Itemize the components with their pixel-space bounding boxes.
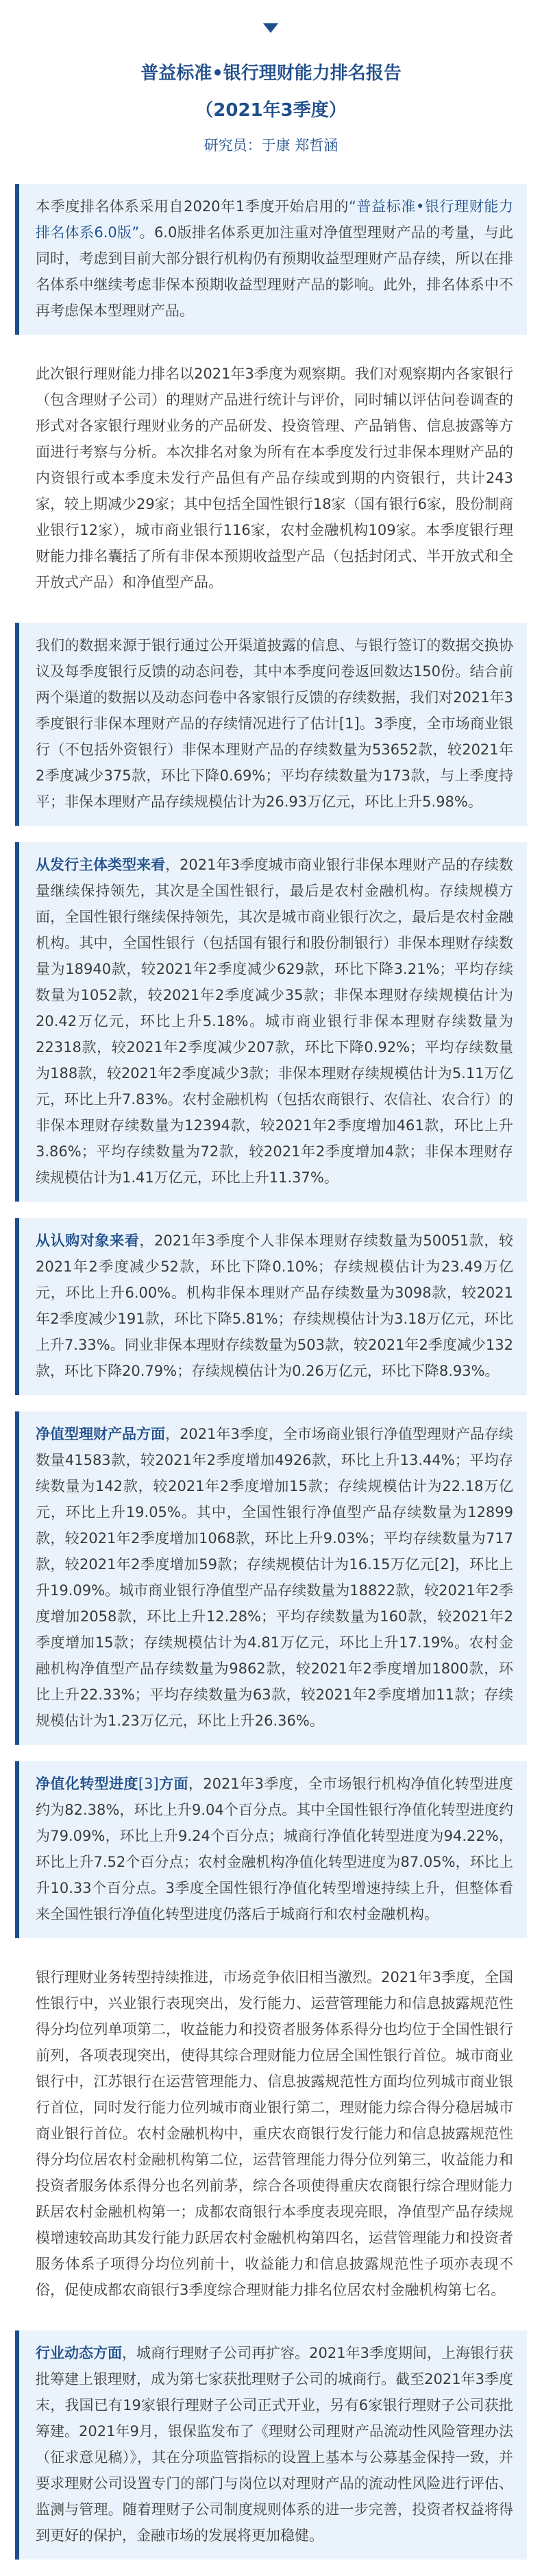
net-value-paragraph [15,1411,527,1745]
ranking-highlights-paragraph [15,1955,527,2314]
transition-progress-paragraph [15,1761,527,1938]
paragraph-lead: 从认购对象来看 [36,1232,140,1249]
issuer-type-paragraph [15,842,527,1202]
text: ，2021年3季度城市商业银行非保本理财产品的存续数量继续保持领先，其次是全国性银行，最后是农村金融机构。存续规模方面，全国性银行继续保持领先，其次是城市商业银行次之，最后是农村金融机构。其中，全国性银行（包括国有银行和股份制银行）非保本理财存续数量为18940款，较2021年2季度减少629款，环比下降3.21%；平均存续数量为1052款，较2021年2季度减少35款；非保本理财存续规模估计为20.42万亿元，环比上升5.18%。城市商业银行非保本理财存续数量为22318款，较2021年2季度减少207款，环比下降0.92%；平均存续数量为188款，较2021年2季度减少3款；非保本理财存续规模估计为5.11万亿元，环比上升7.83%。农村金融机构（包括农商银行、农信社、农合行）的非保本理财存续数量为12394款，较2021年2季度增加461款，环比上升3.86%；平均存续数量为72款，较2021年2季度增加4款；非保本理财存续规模估计为1.41万亿元，环比上升11.37%。 [36,857,513,1186]
scope-paragraph [15,351,527,606]
highlight-text: “普益标准•银行理财能力排名体系6.0版” [36,198,513,241]
text: ，2021年3季度，全市场商业银行净值型理财产品存续数量41583款，较2021年2季度增加4926款，环比上升13.44%；平均存续数量为142款，较2021年2季度增加15款；存续规模估计为22.18万亿元，环比上升19.05%。其中，全国性银行净值型产品存续数量为12899款，较2021年2季度增加1068款，环比上升9.03%；平均存续数量为717款，较2021年2季度增加59款；存续规模估计为16.15万亿元[2]，环比上升19.09%。城市商业银行净值型产品存续数量为18822款，较2021年2季度增加2058款，环比上升12.28%；平均存续数量为160款，较2021年2季度增加15款；存续规模估计为4.81万亿元，环比上升17.19%。农村金融机构净值型产品存续数量为9862款，较2021年2季度增加1800款，环比上升22.33%；平均存续数量为63款，较2021年2季度增加11款；存续规模估计为1.23万亿元，环比上升26.36%。 [36,1426,513,1729]
footnote-ref: [3] [138,1776,159,1792]
paragraph-lead: 方面 [158,1776,188,1792]
paragraph-lead: 行业动态方面 [36,2345,123,2361]
subscriber-paragraph [15,1218,527,1395]
text: 本季度排名体系采用自2020年1季度开始启用的 [36,198,349,215]
report-title: 普益标准•银行理财能力排名报告 [140,63,402,84]
triangle-down-icon [263,23,278,33]
text: ，2021年3季度个人非保本理财存续数量为50051款，较2021年2季度减少52款，环比下降0.10%；存续规模估计为23.49万亿元，环比上升6.00%。机构非保本理财产品存续数量为3098款，较2021年2季度减少191款，环比下降5.81%；存续规模估计为3.18万亿元，环比上升7.33%。同业非保本理财存续数量为503款，较2021年2季度减少132款，环比下降20.79%；存续规模估计为0.26万亿元，环比下降8.93%。 [36,1232,514,1379]
paragraph-lead: 净值化转型进度 [36,1776,138,1792]
text: 。6.0版排名体系更加注重对净值型理财产品的考量，与此同时，考虑到目前大部分银行机构仍有预期收益型理财产品存续，所以在排名体系中继续考虑非保本预期收益型理财产品的影响。此外，排名体系中不再考虑保本型理财产品。 [36,224,513,319]
paragraph-lead: 净值型理财产品方面 [36,1426,166,1442]
data-source-paragraph [15,623,527,826]
text: 银行理财业务转型持续推进，市场竞争依旧相当激烈。2021年3季度，全国性银行中，兴业银行表现突出，发行能力、运营管理能力和信息披露规范性得分均位列单项第二，收益能力和投资者服务体系得分也均位于全国性银行前列，各项表现突出，使得其综合理财能力位居全国性银行首位。城市商业银行中，江苏银行在运营管理能力、信息披露规范性方面均位列城市商业银行首位，同时发行能力位列城市商业银行第二，理财能力综合得分稳居城市商业银行首位。农村金融机构中，重庆农商银行发行能力和信息披露规范性得分均位居农村金融机构第二位，运营管理能力得分位列第三，收益能力和投资者服务体系得分也名列前茅，综合各项使得重庆农商银行综合理财能力跃居农村金融机构第一；成都农商银行本季度表现亮眼，净值型产品存续规模增速较高助其发行能力跃居农村金融机构第四名，运营管理能力和投资者服务体系子项得分均位列前十，收益能力和信息披露规范性子项亦表现不俗，促使成都农商银行3季度综合理财能力排名位居农村金融机构第七名。 [36,1969,513,2298]
report-period: （2021年3季度） [195,100,347,121]
text: 此次银行理财能力排名以2021年3季度为观察期。我们对观察期内各家银行（包含理财子公司）的理财产品进行统计与评价，同时辅以评估问卷调查的形式对各家银行理财业务的产品研发、投资管理、产品销售、信息披露等方面进行考察与分析。本次排名对象为所有在本季度发行过非保本理财产品的内资银行或本季度未发行产品但有产品存续或到期的内资银行，共计243家，较上期减少29家；其中包括全国性银行18家（国有银行6家，股份制商业银行12家），城市商业银行116家，农村金融机构109家。本季度银行理财能力排名囊括了所有非保本预期收益型产品（包括封闭式、半开放式和全开放式产品）和净值型产品。 [36,366,513,591]
article-body [0,184,542,2576]
author-line: 研究员：于康 郑哲涵 [204,137,338,154]
intro-paragraph [15,184,527,335]
text: ，城商行理财子公司再扩容。2021年3季度期间，上海银行获批筹建上银理财，成为第七家获批理财子公司的城商行。截至2021年3季度末，我国已有19家银行理财子公司正式开业，另有6家银行理财子公司获批筹建。2021年9月，银保监发布了《理财公司理财产品流动性风险管理办法（征求意见稿）》，其在分项监管指标的设置上基本与公募基金保持一致，并要求理财公司设置专门的部门与岗位以对理财产品的流动性风险进行评估、监测与管理。随着理财子公司制度规则体系的进一步完善，投资者权益将得到更好的保护，金融市场的发展将更加稳健。 [36,2345,514,2544]
industry-news-paragraph [15,2330,527,2560]
text: 我们的数据来源于银行通过公开渠道披露的信息、与银行签订的数据交换协议及每季度银行反馈的动态问卷，其中本季度问卷返回数达150份。结合前两个渠道的数据以及动态问卷中各家银行反馈的存续数据，我们对2021年3季度银行非保本理财产品的存续情况进行了估计[1]。3季度，全市场商业银行（不包括外资银行）非保本理财产品的存续数量为53652款，较2021年2季度减少375款，环比下降0.69%；平均存续数量为173款，与上季度持平；非保本理财产品存续规模估计为26.93万亿元，环比上升5.98%。 [36,637,513,810]
paragraph-lead: 从发行主体类型来看 [36,857,166,873]
text: ，2021年3季度，全市场银行机构净值化转型进度约为82.38%，环比上升9.04个百分点。其中全国性银行净值化转型进度约为79.09%，环比上升9.24个百分点；城商行净值化转型进度为94.22%，环比上升7.52个百分点；农村金融机构净值化转型进度为87.05%，环比上升10.33个百分点。3季度全国性银行净值化转型增速持续上升，但整体看来全国性银行净值化转型进度仍落后于城商行和农村金融机构。 [36,1776,514,1922]
